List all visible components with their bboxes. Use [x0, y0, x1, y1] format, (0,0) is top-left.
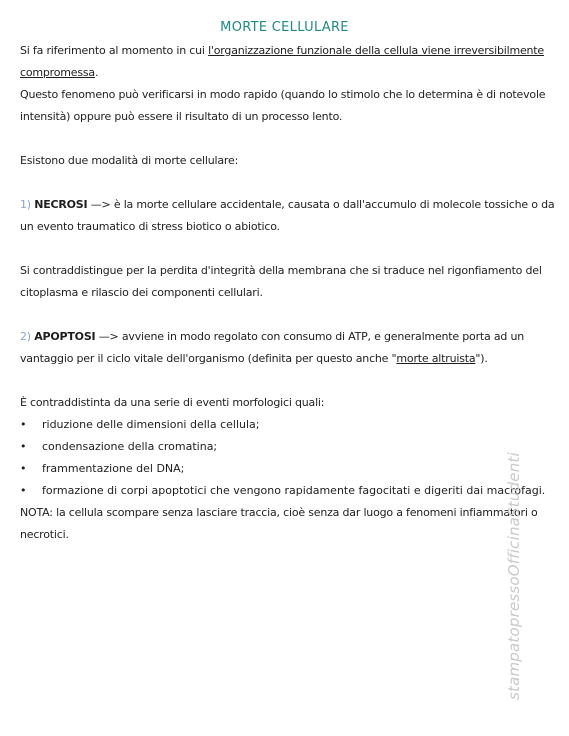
intro-underlined-text: compromessa — [20, 66, 95, 79]
nota-line-1: NOTA: la cellula scompare senza lasciare traccia, cioè senza dar luogo a fenomeni infiammatori o — [20, 506, 538, 519]
bullet-icon: • — [20, 462, 27, 475]
intro-underlined-text: l'organizzazione funzionale della cellula viene irreversibilmente — [208, 44, 544, 57]
apoptosi-definition: —> avviene in modo regolato con consumo di ATP, e generalmente porta ad un — [95, 330, 525, 343]
bullet-icon: • — [20, 440, 27, 453]
necrosi-description-2: citoplasma e rilascio dei componenti cellulari. — [20, 286, 263, 299]
intro-line-2 — [20, 62, 545, 84]
bullet-icon: • — [20, 418, 27, 431]
necrosi-line-2: un evento traumatico di stress biotico o abiotico. — [20, 220, 280, 233]
apoptosi-heading-line — [20, 326, 545, 348]
necrosi-heading-line — [20, 194, 555, 216]
intro-text: Si fa riferimento al momento in cui — [20, 44, 209, 57]
necrosi-number: 1) — [20, 198, 31, 211]
intro-text: . — [94, 66, 99, 79]
apoptosi-number: 2) — [20, 330, 31, 343]
apoptosi-underlined-text: morte altruista — [396, 352, 476, 365]
list-item-text: frammentazione del DNA; — [42, 462, 185, 475]
intro-line-4: intensità) oppure può essere il risultato di un processo lento. — [20, 110, 343, 123]
necrosi-definition: —> è la morte cellulare accidentale, causata o dall'accumulo di molecole tossiche o da — [87, 198, 555, 211]
apoptosi-text: "). — [475, 352, 488, 365]
modes-intro: Esistono due modalità di morte cellulare: — [20, 154, 239, 167]
page-title: MORTE CELLULARE — [220, 20, 349, 35]
apoptosi-line-2 — [20, 348, 545, 370]
necrosi-description-1: Si contraddistingue per la perdita d'integrità della membrana che si traduce nel rigonfiamento del — [20, 264, 542, 277]
watermark: stampatopressoOfficinaStudenti — [505, 452, 523, 700]
necrosi-term: NECROSI — [34, 198, 88, 211]
bullet-icon: • — [20, 484, 27, 497]
list-item-text: riduzione delle dimensioni della cellula; — [42, 418, 260, 431]
list-item-text: condensazione della cromatina; — [42, 440, 218, 453]
apoptosi-text: vantaggio per il ciclo vitale dell'organismo (definita per questo anche " — [20, 352, 397, 365]
events-intro: È contraddistinta da una serie di eventi morfologici quali: — [20, 396, 325, 409]
list-item-text: formazione di corpi apoptotici che vengono rapidamente fagocitati e digeriti dai macrofagi. — [42, 484, 546, 497]
intro-line-3: Questo fenomeno può verificarsi in modo rapido (quando lo stimolo che lo determina è di notevole — [20, 88, 546, 101]
intro-line-1 — [20, 40, 545, 62]
nota-line-2: necrotici. — [20, 528, 69, 541]
apoptosi-term: APOPTOSI — [34, 330, 96, 343]
